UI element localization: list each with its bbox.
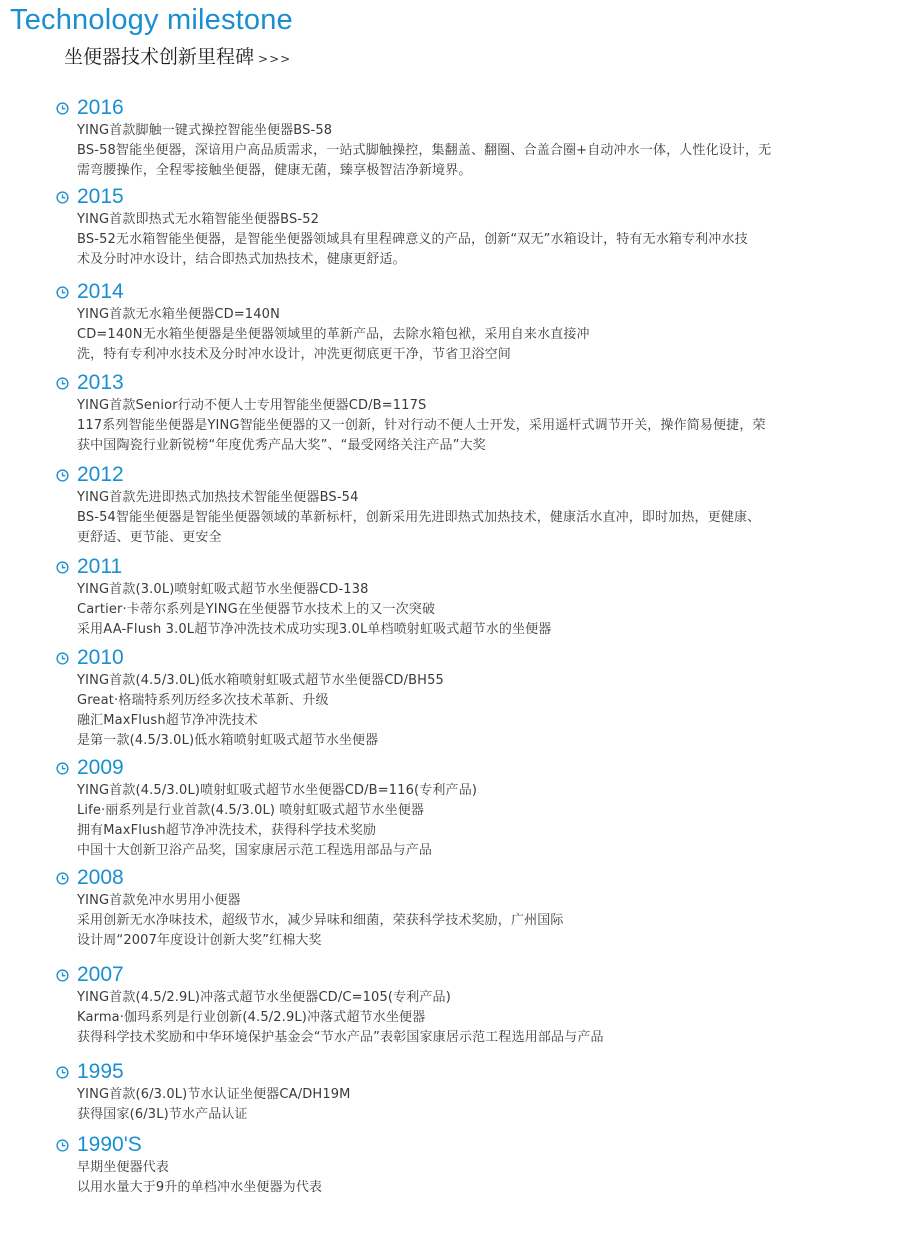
milestone-description bbox=[77, 396, 877, 456]
milestone-description bbox=[77, 988, 877, 1048]
milestone-year-row bbox=[0, 556, 900, 578]
milestone-year: 2012 bbox=[77, 463, 124, 486]
clock-icon bbox=[56, 191, 69, 204]
milestone-item bbox=[0, 963, 900, 1045]
milestone-text-line: Great·格瑞特系列历经多次技术革新、升级 bbox=[77, 693, 329, 708]
milestone-text-line: 采用AA-Flush 3.0L超节净冲洗技术成功实现3.0L单档喷射虹吸式超节水的坐便器 bbox=[77, 622, 552, 637]
milestone-description bbox=[77, 891, 877, 951]
milestone-text-line: BS-58智能坐便器，深谙用户高品质需求，一站式脚触操控，集翻盖、翻圈、合盖合圈+自动冲水一体，人性化设计，无 bbox=[77, 143, 772, 158]
clock-icon bbox=[56, 969, 69, 982]
milestone-text-line: 以用水量大于9升的单档冲水坐便器为代表 bbox=[77, 1180, 323, 1195]
milestone-year: 2013 bbox=[77, 371, 124, 394]
milestone-product-title: YING首款即热式无水箱智能坐便器BS-52 bbox=[77, 212, 320, 227]
milestone-description bbox=[77, 1158, 877, 1198]
milestone-item bbox=[0, 463, 900, 545]
clock-icon bbox=[56, 286, 69, 299]
clock-icon bbox=[56, 872, 69, 885]
clock-icon bbox=[56, 377, 69, 390]
milestone-year: 2008 bbox=[77, 866, 124, 889]
milestone-item bbox=[0, 1133, 900, 1195]
milestone-item bbox=[0, 185, 900, 267]
page-title-en: Technology milestone bbox=[10, 4, 293, 36]
milestone-year-row bbox=[0, 1134, 900, 1156]
milestone-text-line: BS-52无水箱智能坐便器，是智能坐便器领域具有里程碑意义的产品，创新“双无”水箱设计，特有无水箱专利冲水技 bbox=[77, 232, 748, 247]
clock-icon bbox=[56, 652, 69, 665]
milestone-product-title: 早期坐便器代表 bbox=[77, 1160, 170, 1175]
milestone-year-row bbox=[0, 281, 900, 303]
milestone-item bbox=[0, 756, 900, 858]
clock-icon bbox=[56, 762, 69, 775]
milestone-year: 1990'S bbox=[77, 1133, 142, 1156]
milestone-year-row bbox=[0, 647, 900, 669]
clock-icon bbox=[56, 1139, 69, 1152]
milestone-description bbox=[77, 121, 877, 181]
milestone-year-row bbox=[0, 372, 900, 394]
milestone-year: 2007 bbox=[77, 963, 124, 986]
milestone-year-row bbox=[0, 464, 900, 486]
milestone-description bbox=[77, 781, 877, 861]
milestone-item bbox=[0, 646, 900, 748]
milestone-product-title: YING首款免冲水男用小便器 bbox=[77, 893, 241, 908]
milestone-description bbox=[77, 305, 877, 365]
milestone-text-line: 术及分时冲水设计，结合即热式加热技术，健康更舒适。 bbox=[77, 252, 406, 267]
milestone-text-line: 中国十大创新卫浴产品奖，国家康居示范工程选用部品与产品 bbox=[77, 843, 433, 858]
milestone-item bbox=[0, 96, 900, 178]
milestone-item bbox=[0, 866, 900, 948]
milestone-description bbox=[77, 671, 877, 751]
milestone-product-title: YING首款无水箱坐便器CD=140N bbox=[77, 307, 280, 322]
milestone-year: 1995 bbox=[77, 1060, 124, 1083]
milestone-product-title: YING首款(6/3.0L)节水认证坐便器CA/DH19M bbox=[77, 1087, 351, 1102]
milestone-product-title: YING首款(4.5/3.0L)低水箱喷射虹吸式超节水坐便器CD/BH55 bbox=[77, 673, 444, 688]
milestone-text-line: 是第一款(4.5/3.0L)低水箱喷射虹吸式超节水坐便器 bbox=[77, 733, 379, 748]
milestone-year-row bbox=[0, 1061, 900, 1083]
milestone-product-title: YING首款脚触一键式操控智能坐便器BS-58 bbox=[77, 123, 333, 138]
page-subtitle-cn bbox=[64, 42, 291, 69]
milestone-item bbox=[0, 555, 900, 637]
milestone-product-title: YING首款(4.5/2.9L)冲落式超节水坐便器CD/C=105(专利产品) bbox=[77, 990, 451, 1005]
milestone-year-row bbox=[0, 964, 900, 986]
milestone-text-line: 拥有MaxFlush超节净冲洗技术，获得科学技术奖励 bbox=[77, 823, 377, 838]
milestone-description bbox=[77, 1085, 877, 1125]
milestone-product-title: YING首款(3.0L)喷射虹吸式超节水坐便器CD-138 bbox=[77, 582, 369, 597]
clock-icon bbox=[56, 561, 69, 574]
page-subtitle-text: 坐便器技术创新里程碑 bbox=[64, 46, 255, 68]
milestone-year: 2010 bbox=[77, 646, 124, 669]
milestone-text-line: 117系列智能坐便器是YING智能坐便器的又一创新，针对行动不便人士开发，采用遥杆式调节开关，操作简易便捷，荣 bbox=[77, 418, 766, 433]
milestone-text-line: CD=140N无水箱坐便器是坐便器领域里的革新产品，去除水箱包袱，采用自来水直接冲 bbox=[77, 327, 590, 342]
milestone-year: 2011 bbox=[77, 555, 123, 578]
milestone-year: 2015 bbox=[77, 185, 124, 208]
milestone-description bbox=[77, 488, 877, 548]
milestone-item bbox=[0, 1060, 900, 1122]
milestone-year: 2016 bbox=[77, 96, 124, 119]
milestone-description bbox=[77, 210, 877, 270]
clock-icon bbox=[56, 469, 69, 482]
milestone-product-title: YING首款(4.5/3.0L)喷射虹吸式超节水坐便器CD/B=116(专利产品) bbox=[77, 783, 478, 798]
milestone-item bbox=[0, 371, 900, 453]
milestone-year-row bbox=[0, 757, 900, 779]
milestone-year-row bbox=[0, 867, 900, 889]
milestone-text-line: 设计周“2007年度设计创新大奖”红棉大奖 bbox=[77, 933, 322, 948]
milestone-text-line: Cartier·卡蒂尔系列是YING在坐便器节水技术上的又一次突破 bbox=[77, 602, 436, 617]
milestone-year: 2014 bbox=[77, 280, 124, 303]
milestone-text-line: 融汇MaxFlush超节净冲洗技术 bbox=[77, 713, 258, 728]
milestone-text-line: 获得国家(6/3L)节水产品认证 bbox=[77, 1107, 248, 1122]
milestone-text-line: 采用创新无水净味技术，超级节水，减少异味和细菌，荣获科学技术奖励，广州国际 bbox=[77, 913, 564, 928]
milestone-text-line: Karma·伽玛系列是行业创新(4.5/2.9L)冲落式超节水坐便器 bbox=[77, 1010, 426, 1025]
milestone-year-row bbox=[0, 186, 900, 208]
clock-icon bbox=[56, 1066, 69, 1079]
milestone-product-title: YING首款Senior行动不便人士专用智能坐便器CD/B=117S bbox=[77, 398, 427, 413]
milestone-text-line: 需弯腰操作，全程零接触坐便器，健康无菌，臻享极智洁净新境界。 bbox=[77, 163, 472, 178]
milestone-text-line: 更舒适、更节能、更安全 bbox=[77, 530, 222, 545]
milestone-year: 2009 bbox=[77, 756, 124, 779]
milestone-year-row bbox=[0, 97, 900, 119]
milestone-item bbox=[0, 280, 900, 362]
milestone-text-line: 洗，特有专利冲水技术及分时冲水设计，冲洗更彻底更干净，节省卫浴空间 bbox=[77, 347, 511, 362]
milestone-product-title: YING首款先进即热式加热技术智能坐便器BS-54 bbox=[77, 490, 359, 505]
milestone-text-line: 获中国陶瓷行业新锐榜“年度优秀产品大奖”、“最受网络关注产品”大奖 bbox=[77, 438, 486, 453]
arrows-decoration: >>> bbox=[258, 52, 292, 66]
milestone-text-line: Life·丽系列是行业首款(4.5/3.0L) 喷射虹吸式超节水坐便器 bbox=[77, 803, 425, 818]
milestone-text-line: 获得科学技术奖励和中华环境保护基金会“节水产品”表彰国家康居示范工程选用部品与产品 bbox=[77, 1030, 604, 1045]
clock-icon bbox=[56, 102, 69, 115]
milestone-description bbox=[77, 580, 877, 640]
milestone-text-line: BS-54智能坐便器是智能坐便器领域的革新标杆，创新采用先进即热式加热技术，健康活水直冲，即时加热，更健康、 bbox=[77, 510, 761, 525]
